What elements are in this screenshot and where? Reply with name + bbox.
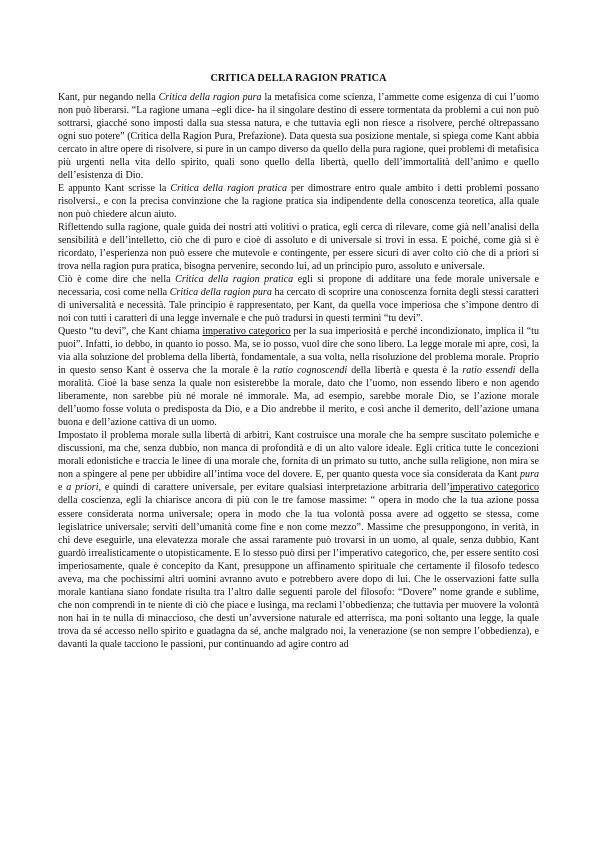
document-page <box>58 72 539 651</box>
paragraph <box>58 182 539 221</box>
text-run: Questo “tu devi”, che Kant chiama <box>58 326 203 338</box>
paragraph <box>58 429 539 650</box>
paragraph <box>58 221 539 273</box>
text-run: ha cercato di scoprire una conoscenza fornita degli stessi caratteri di universalità e necessità. Tale principio è rappresentato, per Kant, da quella voce imperiosa che s’impone dentro di noi con tutti i caratteri di una legge invernale e che può tradursi in questi termini “tu devi”. <box>58 287 539 325</box>
text-run: della coscienza, egli la chiarisce ancora di più con le tre famose massime: “ opera in modo che la tua azione possa essere considerata norma universale; opera in modo che la tua volontà possa avere ad oggetto se stessa, come legislatrice universale; serviti dell’umanità come fine e non come mezzo”. Massime che presuppongono, in verità, in chi deve eseguirle, una elevatezza morale che assai raramente può trovarsi in un uomo, al quale, senza dubbio, Kant guardò irrealisticamente o utopisticamente. E lo stesso può dirsi per l’imperativo categorico, che, per essere sentito così imperiosamente, quale è concepito da Kant, presuppone un affinamento spirituale che certamente il filosofo tedesco aveva, ma che pochissimi altri uomini avranno avuto e potrebbero avere dopo di lui. Che le osservazioni fatte sulla morale kantiana siano fondate risulta tra l’altro dalle seguenti parole del filosofo: “Dovere” nome grande e sublime, che non comprendi in te niente di ciò che piace e lusinga, ma reclami l’obbedienza; che tuttavia per muovere la volontà non hai in te nulla di minaccioso, che desti un’avversione naturale ed atterrisca, ma poni soltanto una legge, la quale trova da sé accesso nello spirito e guadagna da sé, anche malgrado noi, la venerazione (se non sempre l’obbedienza), e davanti la quale tacciono le passioni, pur continuando ad agire contro ad <box>58 495 539 650</box>
document-body <box>58 91 539 651</box>
italic-title: pura <box>520 469 539 481</box>
italic-title: Critica della ragion pratica <box>170 183 287 195</box>
page-title: CRITICA DELLA RAGION PRATICA <box>210 73 387 84</box>
text-run: della moralità. Cioè la base senza la quale non esisterebbe la morale, dato che l’uomo, non essendo libero e non agendo liberamente, non sarebbe più né morale né immorale. Ma, ad esempio, sarebbe morale Dio, se l’azione morale dell’uomo fosse voluta o predisposta da Dio, e a Dio andrebbe il merito, e così anche il demerito, dell’azione umana buona e dell’azione cattiva di un uomo. <box>58 365 539 429</box>
text-run: per dimostrare entro quale ambito i detti problemi possano risolversi., e con la precisa convinzione che la ragione pratica sia indipendente della conoscenza teoretica, alla quale non può chiedere alcun aiuto. <box>58 183 539 221</box>
text-run: la metafisica come scienza, l’ammette come esigenza di cui l’uomo non può liberarsi. “La ragione umana –egli dice- ha il singolare destino di essere tormentata da problemi a cui non può sottrarsi, giacché sono imposti dalla sua stessa natura, e che tuttavia egli non riesce a risolvere, perché oltrepassano ogni suo potere” (Critica della Ragion Pura, Prefazione). Data questa sua posizione mentale, si spiega come Kant abbia cercato in altre opere di risolvere, si pure in un campo diverso da quello della pura ragione, quei problemi di metafisica più urgenti nella vita dello spirito, quali sono quello della libertà, quello dell’immortalità dell’animo e quello dell’esistenza di Dio. <box>58 92 539 182</box>
text-run: , e quindi di carattere universale, per evitare qualsiasi interpretazione arbitraria dell’ <box>98 482 450 494</box>
text-run: Ciò è come dire che nella <box>58 274 176 286</box>
text-run: egli si propone di additare una fede morale universale e necessaria, così come nella <box>58 274 539 299</box>
italic-title: Critica della ragion pura <box>169 287 272 299</box>
italic-title: a priori <box>66 482 99 494</box>
text-run: e <box>58 482 67 494</box>
text-run: Impostato il problema morale sulla libertà di arbitri, Kant costruisce una morale che ha sempre suscitato polemiche e discussioni, ma che, senza dubbio, non manca di profondità e di un alto valore ideale. Egli critica tutte le concezioni morali edonistiche e traccia le linee di una morale che, fornita di un primato su tutto, anche sulla religione, non mira se non a spingere al pene per ubbidire all’intima voce del dovere. E, per quanto questa voce sia considerata da Kant <box>58 430 539 481</box>
text-run: Riflettendo sulla ragione, quale guida dei nostri atti volitivi o pratica, egli cerca di rilevare, come già nell’analisi della sensibilità e dell’intelletto, ciò che di puro e cioè di assoluto e di universale si trovi in essa. E poiché, come già si è ricordato, l’esperienza non può essere che mutevole e contingente, per essere sicuri di aver colto ciò che di a priori si trova nella ragion pura pratica, bisogna pervenire, secondo lui, ad un principio puro, assoluto e universale. <box>58 222 539 273</box>
italic-title: ratio cognoscendi <box>273 365 348 377</box>
italic-title: Critica della ragion pratica <box>175 274 294 286</box>
paragraph <box>58 91 539 182</box>
italic-title: Critica della ragion pura <box>158 92 262 103</box>
italic-title: ratio essendi <box>462 365 516 377</box>
paragraph <box>58 273 539 325</box>
paragraph <box>58 325 539 429</box>
text-run: Kant, pur negando nella <box>58 92 159 103</box>
underlined-term: imperativo categorico <box>202 326 291 338</box>
text-run: della libertà e questa è la <box>347 365 463 377</box>
text-run: E appunto Kant scrisse la <box>58 183 171 195</box>
text-run: per la sua imperiosità e perché incondizionato, implica il “tu puoi”. Infatti, io debbo, in quanto io posso. Ma, se io posso, vuol dire che sono libero. La legge morale mi apre, così, la via alla soluzione del problema della libertà, fondamentale, a sua volta, nella risoluzione del problema morale. Proprio in questo senso Kant è osserva che la morale è la <box>58 326 539 377</box>
underlined-term: imperativo categorico <box>449 482 539 494</box>
